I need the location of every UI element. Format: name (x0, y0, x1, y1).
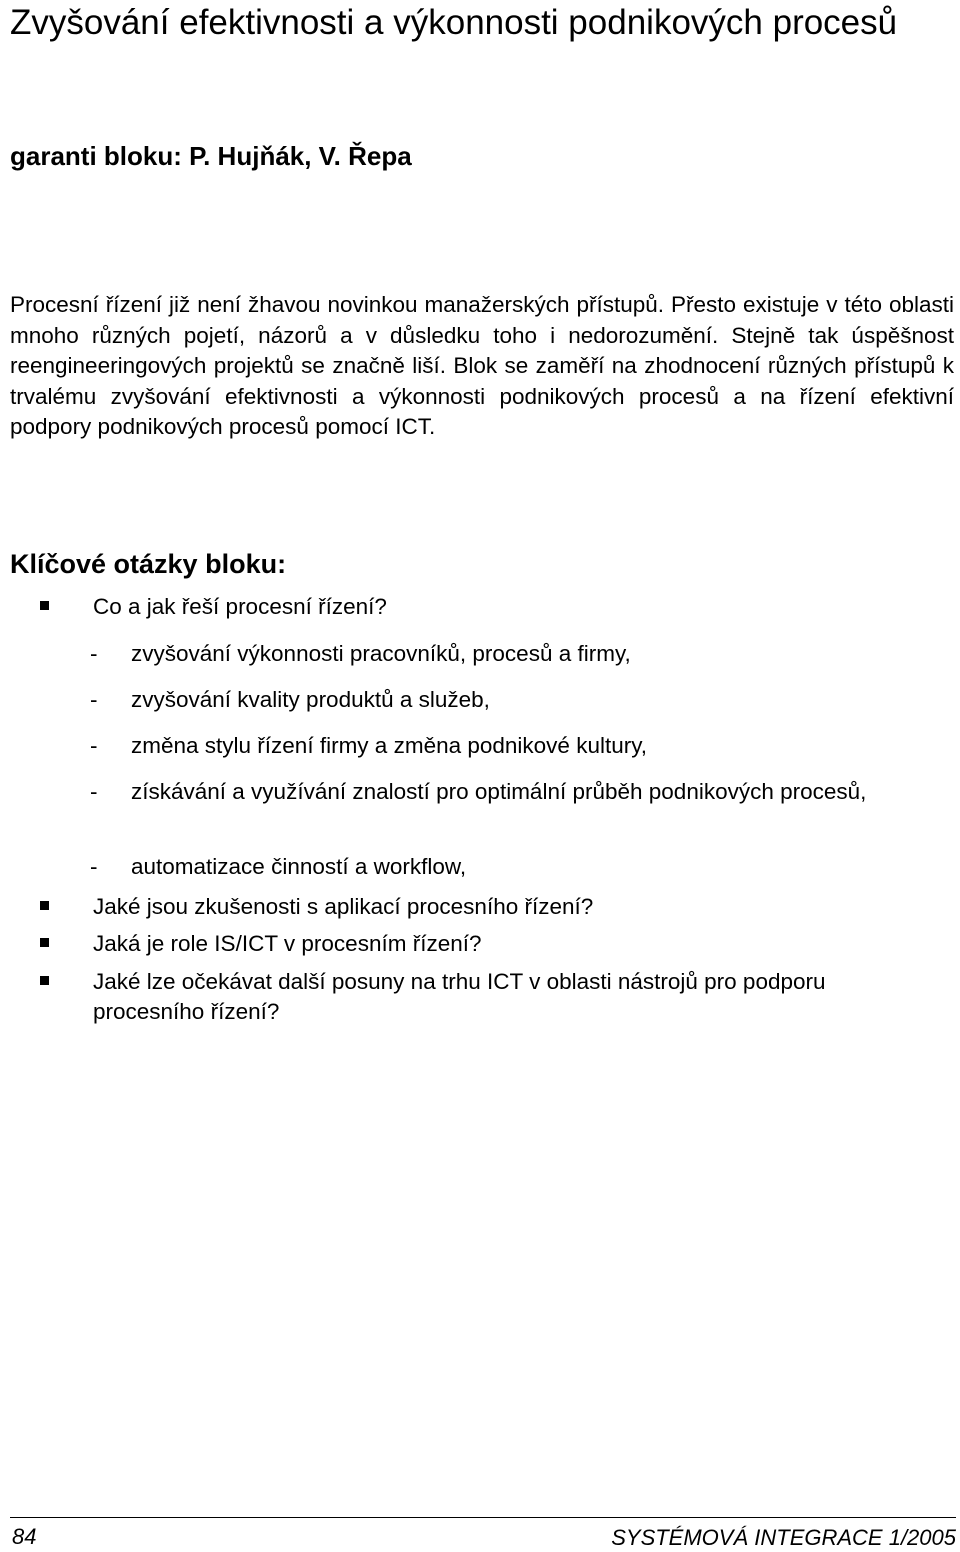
block-guarantors: garanti bloku: P. Hujňák, V. Řepa (10, 141, 412, 171)
dash-marker: - (90, 854, 98, 879)
sub-item-text: zvyšování výkonnosti pracovníků, procesů a firmy, (131, 641, 631, 666)
dash-marker: - (90, 733, 98, 758)
sub-item-text: změna stylu řízení firmy a změna podnikové kultury, (131, 733, 648, 758)
sub-item-text: automatizace činností a workflow, (131, 854, 467, 879)
dash-marker: - (90, 641, 98, 666)
dash-marker: - (90, 779, 98, 804)
question-text: Co a jak řeší procesní řízení? (93, 594, 387, 619)
question-text: Jaké jsou zkušenosti s aplikací procesního řízení? (93, 894, 594, 919)
journal-name: SYSTÉMOVÁ INTEGRACE 1/2005 (611, 1525, 956, 1550)
bullet-square-icon (40, 976, 49, 985)
sub-item-text: zvyšování kvality produktů a služeb, (131, 687, 490, 712)
sub-item-text: získávání a využívání znalostí pro optimální průběh podnikových procesů, (131, 779, 867, 804)
bullet-square-icon (40, 901, 49, 910)
intro-paragraph: Procesní řízení již není žhavou novinkou manažerských přístupů. Přesto existuje v této oblasti mnoho různých pojetí, názorů a v důsledku toho i nedorozumění. Stejně tak úspěšnost reengineeringových projektů se značně liší. Blok se zaměří na zhodnocení různých přístupů k trvalému zvyšování efektivnosti a výkonnosti podnikových procesů a na řízení efektivní podpory podnikových procesů pomocí ICT. (10, 292, 954, 439)
footer-divider (10, 1517, 956, 1518)
section-heading: Klíčové otázky bloku: (10, 549, 287, 579)
page-number: 84 (12, 1524, 37, 1549)
bullet-square-icon (40, 938, 49, 947)
dash-marker: - (90, 687, 98, 712)
document-title: Zvyšování efektivnosti a výkonnosti podnikových procesů (10, 3, 898, 42)
question-text: Jaká je role IS/ICT v procesním řízení? (93, 931, 482, 956)
bullet-square-icon (40, 601, 49, 610)
question-text: Jaké lze očekávat další posuny na trhu ICT v oblasti nástrojů pro podporu procesního řízení? (93, 969, 826, 1024)
